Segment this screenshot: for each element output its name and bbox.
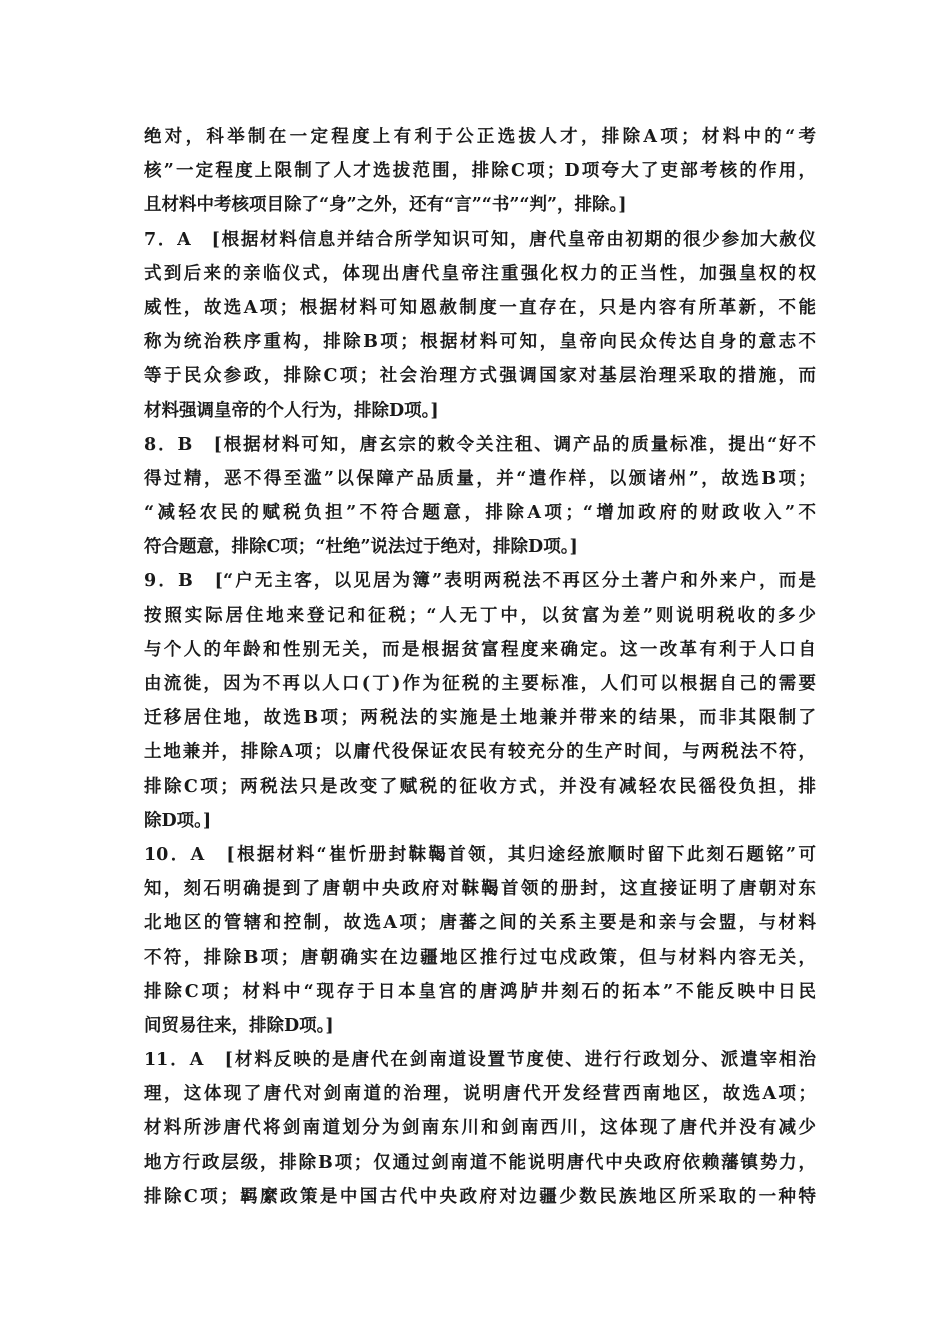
text-line: 11．A [材料反映的是唐代在剑南道设置节度使、进行行政划分、派遣宰相治 [144,1050,816,1071]
text-line: 排除C项；材料中“现存于日本皇宫的唐鸿胪井刻石的拓本”不能反映中日民 [144,981,816,1002]
text-line: 间贸易往来，排除D项。] [144,1015,334,1036]
text-line: 核”一定程度上限制了人才选拔范围，排除C项；D项夸大了吏部考核的作用， [144,161,816,182]
text-line: 威性，故选A项；根据材料可知恩赦制度一直存在，只是内容有所革新，不能 [144,297,816,318]
text-line: 排除C项；两税法只是改变了赋税的征收方式，并没有减轻农民徭役负担，排 [144,776,816,797]
text-line: 迁移居住地，故选B项；两税法的实施是土地兼并带来的结果，而非其限制了 [144,708,816,729]
text-line: 绝对，科举制在一定程度上有利于公正选拔人才，排除A项；材料中的“考 [144,127,816,147]
paragraph-continuation [144,120,816,223]
text-line: “减轻农民的赋税负担”不符合题意，排除A项；“增加政府的财政收入”不 [144,503,816,524]
text-line: 由流徙，因为不再以人口(丁)作为征税的主要标准，人们可以根据自己的需要 [144,674,816,694]
text-line: 材料所涉唐代将剑南道划分为剑南东川和剑南西川，这体现了唐代并没有减少 [144,1118,816,1139]
text-line: 材料强调皇帝的个人行为，排除D项。] [144,400,439,421]
answer-explanations [144,120,816,1214]
text-line: 8．B [根据材料可知，唐玄宗的敕令关注租、调产品的质量标准，提出“好不 [144,434,816,455]
text-line: 土地兼并，排除A项；以庸代役保证农民有较充分的生产时间，与两税法不符， [144,742,816,763]
text-line: 理，这体现了唐代对剑南道的治理，说明唐代开发经营西南地区，故选A项； [144,1084,816,1105]
text-line: 且材料中考核项目除了“身”之外，还有“言”“书”“判”，排除。] [144,195,627,216]
text-line: 排除C项；羁縻政策是中国古代中央政府对边疆少数民族地区所采取的一种特 [144,1186,816,1207]
text-line: 式到后来的亲临仪式，体现出唐代皇帝注重强化权力的正当性，加强皇权的权 [144,263,816,284]
answer-8 [144,428,816,565]
text-line: 地方行政层级，排除B项；仅通过剑南道不能说明唐代中央政府依赖藩镇势力， [144,1152,816,1173]
text-line: 9．B [“户无主客，以见居为簿”表明两税法不再区分土著户和外来户，而是 [144,571,816,592]
text-line: 10．A [根据材料“崔忻册封靺鞨首领，其归途经旅顺时留下此刻石题铭”可 [144,844,816,865]
text-line: 7．A [根据材料信息并结合所学知识可知，唐代皇帝由初期的很少参加大赦仪 [144,229,816,250]
text-line: 知，刻石明确提到了唐朝中央政府对靺鞨首领的册封，这直接证明了唐朝对东 [144,879,816,900]
answer-9 [144,564,816,838]
text-line: 称为统治秩序重构，排除B项；根据材料可知，皇帝向民众传达自身的意志不 [144,332,816,353]
text-line: 与个人的年龄和性别无关，而是根据贫富程度来确定。这一改革有利于人口自 [144,639,816,660]
text-line: 得过精，恶不得至滥”以保障产品质量，并“遣作样，以颁诸州”，故选B项； [144,468,816,489]
text-line: 等于民众参政，排除C项；社会治理方式强调国家对基层治理采取的措施，而 [144,366,816,387]
text-line: 除D项。] [144,810,212,831]
text-line: 按照实际居住地来登记和征税；“人无丁中，以贫富为差”则说明税收的多少 [144,605,816,626]
text-line: 符合题意，排除C项；“杜绝”说法过于绝对，排除D项。] [144,537,578,558]
answer-10 [144,838,816,1043]
text-line: 北地区的管辖和控制，故选A项；唐蕃之间的关系主要是和亲与会盟，与材料 [144,913,816,934]
answer-7 [144,223,816,428]
text-line: 不符，排除B项；唐朝确实在边疆地区推行过屯戍政策，但与材料内容无关， [144,947,816,968]
answer-11 [144,1043,816,1214]
